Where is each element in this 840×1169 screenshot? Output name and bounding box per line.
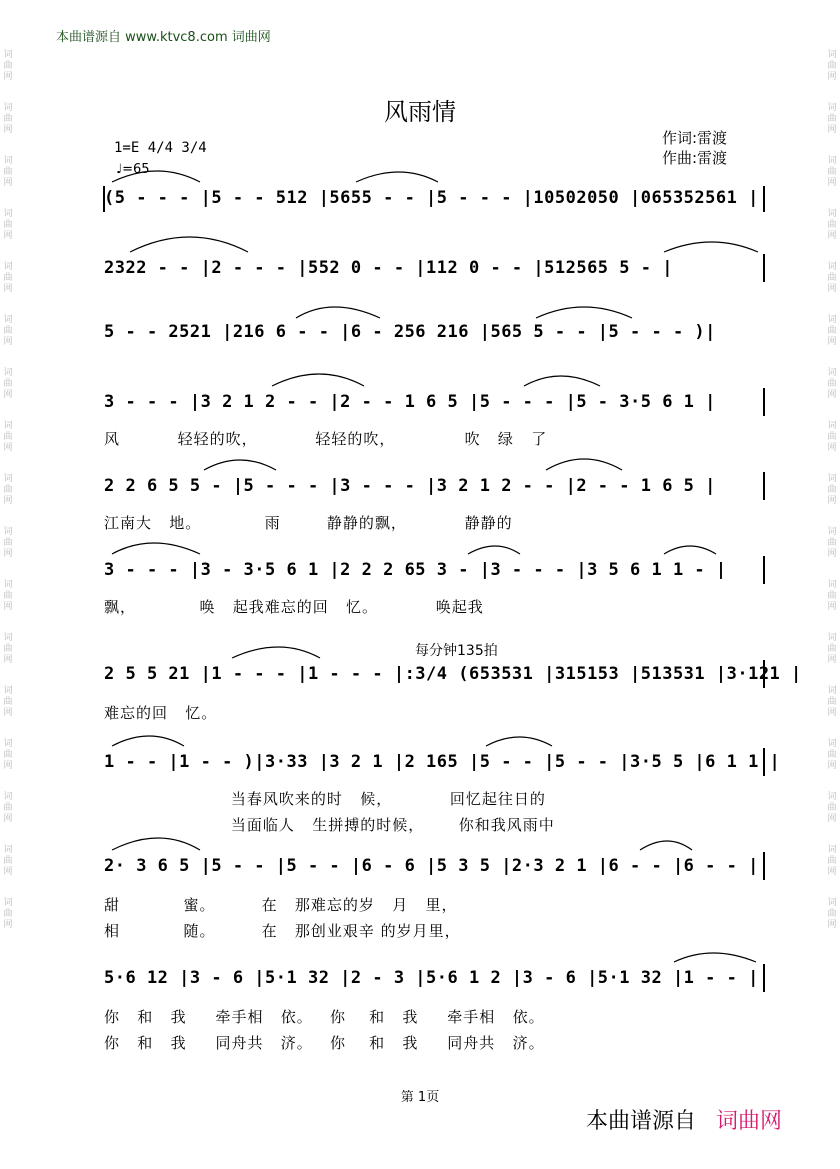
notation-row-8: 1 - - |1 - - )|3·33 |3 2 1 |2 165 |5 - - |5 - - |3·5 5 |6 1 1 | — [104, 752, 781, 772]
lyric-line-8b: 当面临人 生拼搏的时候， 你和我风雨中 — [104, 816, 555, 834]
header-source-text: 本曲谱源自 www.ktvc8.com 词曲网 — [56, 30, 271, 45]
page-number: 第 1页 — [400, 1090, 440, 1105]
notation-row-4: 3 - - - |3 2 1 2 - - |2 - - 1 6 5 |5 - - - |5 - 3·5 6 1 | — [104, 392, 716, 412]
lyric-line-8a: 当春风吹来的时 候， 回忆起往日的 — [104, 790, 546, 808]
slur-arc — [112, 543, 200, 554]
key-signature: 1=E 4/4 3/4 — [114, 140, 207, 156]
slur-arc — [674, 953, 756, 962]
slur-arc — [232, 647, 320, 658]
footer-source-text: 本曲谱源自 — [585, 1109, 696, 1134]
composer-credit: 作曲:雷渡 — [662, 149, 728, 167]
slur-arc — [546, 459, 622, 470]
notation-row-3: 5 - - 2521 |216 6 - - |6 - 256 216 |565 5 - - |5 - - - )| — [104, 322, 716, 342]
lyric-line-7: 难忘的回 忆。 — [104, 704, 218, 722]
side-watermark-right: 词曲网 词曲网 词曲网 词曲网 词曲网 词曲网 词曲网 词曲网 词曲网 词曲网 词曲网 词曲网 词曲网 词曲网 词曲网 词曲网 词曲网 — [827, 50, 837, 930]
notation-row-6: 3 - - - |3 - 3·5 6 1 |2 2 2 65 3 - |3 - - - |3 5 6 1 1 - | — [104, 560, 727, 580]
tempo-change-mark: 每分钟135拍 — [415, 643, 498, 659]
slur-arc — [524, 376, 600, 386]
lyric-line-10b: 你 和 我 同舟共 济。 你 和 我 同舟共 济。 — [104, 1034, 545, 1052]
lyric-line-4: 风 轻轻的吹， 轻轻的吹， 吹 绿 了 — [104, 430, 548, 448]
slur-arc — [112, 838, 200, 850]
footer-brand-link[interactable]: 词曲网 — [715, 1109, 782, 1134]
notation-row-10: 5·6 12 |3 - 6 |5·1 32 |2 - 3 |5·6 1 2 |3 - 6 |5·1 32 |1 - - | — [104, 968, 759, 988]
slur-arc — [112, 736, 184, 746]
lyricist-credit: 作词:雷渡 — [662, 129, 728, 147]
slur-arc — [204, 460, 276, 470]
barlines — [104, 186, 802, 992]
notation-row-9: 2· 3 6 5 |5 - - |5 - - |6 - 6 |5 3 5 |2·3 2 1 |6 - - |6 - - | — [104, 856, 759, 876]
lyric-line-5: 江南大 地。 雨 静静的飘， 静静的 — [104, 514, 513, 532]
notation-row-5: 2 2 6 5 5 - |5 - - - |3 - - - |3 2 1 2 - - |2 - - 1 6 5 | — [104, 476, 716, 496]
slur-arc — [664, 546, 716, 554]
slur-arc — [536, 307, 632, 318]
lyric-line-6: 飘， 唤 起我难忘的回 忆。 唤起我 — [104, 598, 484, 616]
notation-row-7: 2 5 5 21 |1 - - - |1 - - - |:3/4 (653531 |315153 |513531 |3·121 | — [104, 664, 802, 684]
slur-arc — [664, 242, 758, 252]
slur-arc — [640, 841, 692, 850]
lyric-line-9b: 相 随。 在 那创业艰辛 的岁月里， — [104, 922, 461, 940]
slur-arc — [468, 546, 520, 554]
lyric-line-10a: 你 和 我 牵手相 依。 你 和 我 牵手相 依。 — [104, 1008, 545, 1026]
slur-arc — [112, 171, 200, 182]
notation-row-2: 2322 - - |2 - - - |552 0 - - |112 0 - - |512565 5 - | — [104, 258, 673, 278]
slur-arc — [272, 374, 364, 386]
slur-arc — [486, 737, 552, 746]
song-title: 风雨情 — [384, 98, 456, 126]
slur-arc — [296, 307, 380, 318]
quarter-note-icon: ♩ — [116, 162, 123, 177]
slur-arc — [356, 172, 438, 182]
footer-brand — [586, 1104, 782, 1135]
slur-arc — [130, 237, 248, 252]
notation-row-1: (5 - - - |5 - - 512 |5655 - - |5 - - - |10502050 |065352561 | — [104, 188, 759, 208]
side-watermark-left: 词曲网 词曲网 词曲网 词曲网 词曲网 词曲网 词曲网 词曲网 词曲网 词曲网 词曲网 词曲网 词曲网 词曲网 词曲网 词曲网 词曲网 — [3, 50, 13, 930]
lyric-line-9a: 甜 蜜。 在 那难忘的岁 月 里， — [104, 896, 458, 914]
tempo-mark: ♩=65 — [116, 162, 150, 177]
